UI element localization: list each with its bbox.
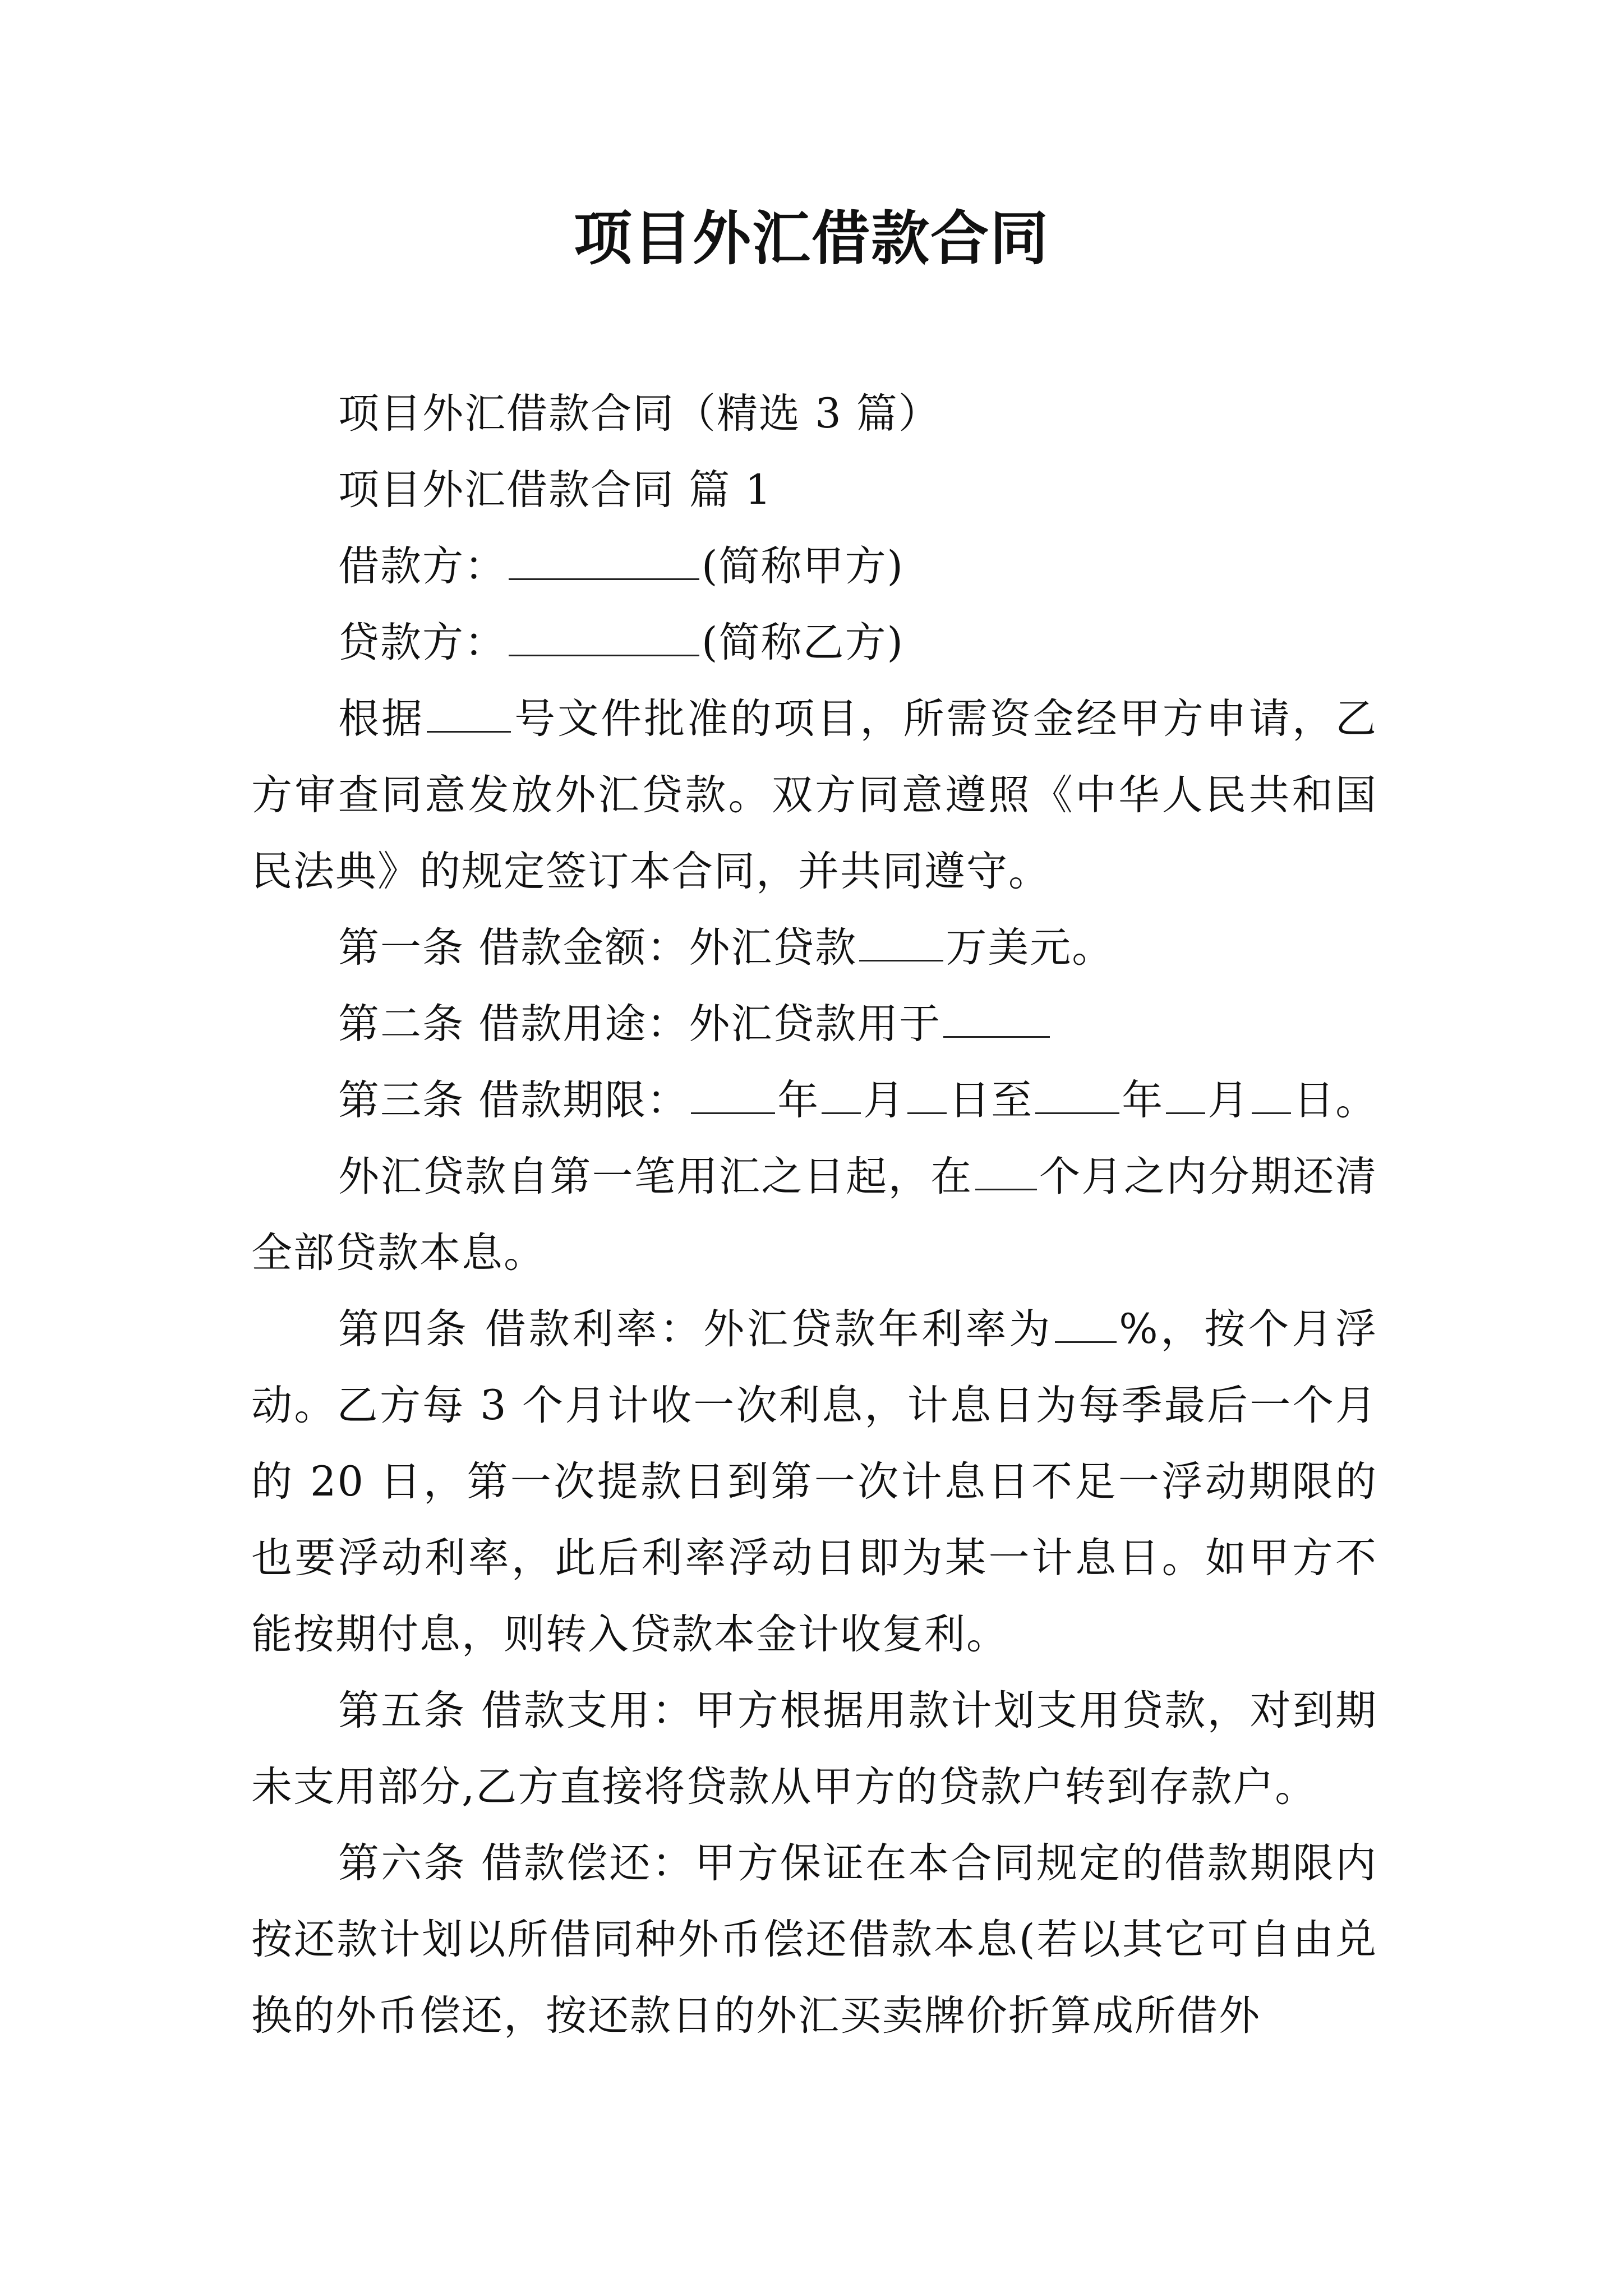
month-label-2: 月 — [1207, 1076, 1250, 1124]
lender-line — [251, 605, 1377, 681]
end-day-blank — [1252, 1079, 1291, 1114]
start-month-blank — [822, 1079, 861, 1114]
article-1-text: 第一条 借款金额：外汇贷款 — [338, 924, 857, 972]
document-number-blank — [427, 697, 511, 733]
day-to-label: 日至 — [949, 1076, 1034, 1124]
lender-blank — [509, 621, 699, 656]
start-day-blank — [907, 1079, 947, 1114]
article-2 — [251, 986, 1377, 1062]
article-3 — [251, 1062, 1377, 1139]
article-4 — [251, 1291, 1377, 1673]
document-body — [251, 376, 1377, 2054]
article-1 — [251, 910, 1377, 986]
end-month-blank — [1166, 1079, 1205, 1114]
rate-blank — [1055, 1308, 1117, 1343]
borrower-line — [251, 528, 1377, 605]
article-5: 第五条 借款支用：甲方根据用款计划支用贷款，对到期未支用部分,乙方直接将贷款从甲方的贷款户转到存款户。 — [251, 1687, 1377, 1811]
article-2-text: 第二条 借款用途：外汇贷款用于 — [338, 1000, 942, 1048]
section-heading: 项目外汇借款合同 篇 1 — [338, 466, 772, 514]
purpose-blank — [943, 1002, 1050, 1038]
lender-label: 贷款方： — [338, 619, 506, 666]
months-blank — [975, 1155, 1037, 1190]
borrower-label: 借款方： — [338, 542, 506, 590]
year-label: 年 — [777, 1076, 820, 1124]
end-year-blank — [1035, 1079, 1119, 1114]
article-4-text: 第四条 借款利率：外汇贷款年利率为 — [338, 1305, 1053, 1353]
borrower-suffix: (简称甲方) — [702, 542, 904, 590]
document-title: 项目外汇借款合同 — [573, 204, 1049, 273]
article-3-text: 第三条 借款期限： — [338, 1076, 689, 1124]
repayment-paragraph — [251, 1139, 1377, 1291]
start-year-blank — [691, 1079, 775, 1114]
lender-suffix: (简称乙方) — [702, 619, 904, 666]
intro-paragraph — [251, 681, 1377, 910]
year-label-2: 年 — [1122, 1076, 1164, 1124]
amount-blank — [859, 926, 943, 961]
article-4-rest: %，按个月浮动。乙方每 3 个月计收一次利息，计息日为每季最后一个月的 20 日，第一次提款日到第一次计息日不足一浮动期限的也要浮动利率，此后利率浮动日即为某一计息日。如甲方不能按期付息，则转入贷款本金计收复利。 — [251, 1305, 1377, 1658]
repayment-start: 外汇贷款自第一笔用汇之日起，在 — [338, 1153, 973, 1200]
subtitle: 项目外汇借款合同（精选 3 篇） — [338, 390, 940, 438]
borrower-blank — [509, 545, 699, 580]
intro-rest: 号文件批准的项目，所需资金经甲方申请，乙方审查同意发放外汇贷款。双方同意遵照《中华人民共和国民法典》的规定签订本合同，并共同遵守。 — [251, 695, 1378, 895]
article-1-unit: 万美元。 — [946, 924, 1114, 972]
repayment-rest: 个月之内分期还清全部贷款本息。 — [251, 1153, 1378, 1277]
article-6: 第六条 借款偿还：甲方保证在本合同规定的借款期限内按还款计划以所借同种外币偿还借款本息(若以其它可自由兑换的外币偿还，按还款日的外汇买卖牌价折算成所借外 — [251, 1839, 1377, 2040]
day-end-label: 日。 — [1293, 1076, 1378, 1124]
month-label: 月 — [863, 1076, 906, 1124]
intro-start: 根据 — [338, 695, 425, 743]
